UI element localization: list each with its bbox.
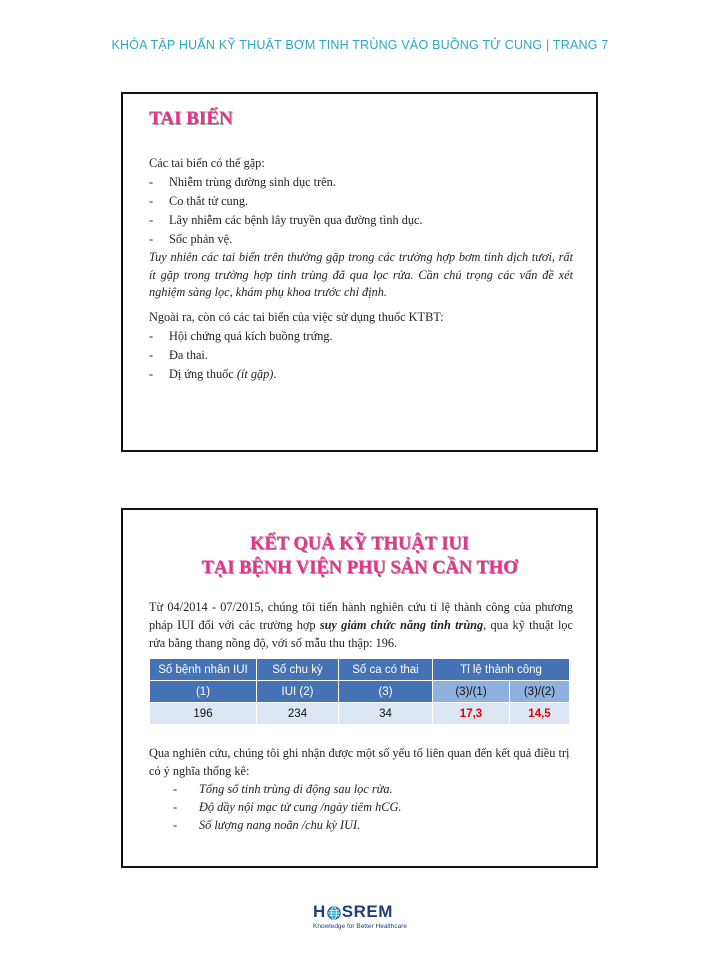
slide-complications: [121, 92, 598, 452]
findings-intro: Qua nghiên cứu, chúng tôi ghi nhận được một số yếu tố liên quan đến kết quả điều trị có ý nghĩa thống kê:: [149, 746, 570, 778]
hosrem-logo: [313, 902, 409, 936]
study-intro: [149, 598, 573, 652]
table-subheader-rate-per-cycle: (3)/(2): [510, 681, 570, 703]
slide-title-line1: KẾT QUẢ KỸ THUẬT IUI: [250, 534, 469, 554]
study-intro-part2: , qua kỹ thuật lọc rửa bằng thang nồng độ, với số mẫu thu thập: 196.: [149, 618, 573, 650]
logo-wordmark: [313, 902, 409, 922]
table-header-patients-code: (1): [150, 681, 257, 703]
drug-complications-list: [149, 327, 573, 384]
table-row: [150, 703, 570, 725]
list-item-text: Dị ứng thuốc: [169, 366, 237, 381]
globe-icon: [327, 905, 341, 919]
table-cell-rate: 17,3: [433, 703, 510, 725]
list-item: - Nhiễm trùng đường sinh dục trên.: [149, 173, 573, 192]
table-header-pregnancies: Số ca có thai: [339, 659, 433, 681]
results-table: [149, 658, 570, 725]
list-item: - Số lượng nang noãn /chu kỳ IUI.: [149, 816, 573, 834]
slide-body: [149, 154, 573, 384]
table-header-success-rate: Tỉ lệ thành công: [433, 659, 570, 681]
findings: [149, 744, 573, 834]
list-item: - Co thắt tử cung.: [149, 192, 573, 211]
table-header-patients: Số bệnh nhân IUI: [150, 659, 257, 681]
table-subheader-rate-per-patient: (3)/(1): [433, 681, 510, 703]
table-header-cycles-code: IUI (2): [257, 681, 339, 703]
table-cell: 34: [339, 703, 433, 725]
complications-intro: Các tai biến có thể gặp:: [149, 156, 265, 170]
study-intro-part1: Từ 04/2014 - 07/2015, chúng tôi tiến hành nghiên cứu tỉ lệ thành công của phương pháp IUI đối với các trường hợp: [149, 600, 573, 632]
table-header-pregnancies-code: (3): [339, 681, 433, 703]
complications-note: Tuy nhiên các tai biến trên thường gặp trong các trường hợp bơm tinh dịch tươi, rất ít gặp trong trường hợp tinh trùng đã qua lọc rửa. Cần chú trọng các vấn đề xét nghiệm sàng lọc, khám phụ khoa trước chỉ định.: [149, 250, 573, 299]
logo-text-left: H: [313, 902, 326, 921]
table-cell: 196: [150, 703, 257, 725]
slide-title-line2: TẠI BỆNH VIỆN PHỤ SẢN CẦN THƠ: [201, 558, 518, 578]
list-item: - Hội chứng quá kích buồng trứng.: [149, 327, 573, 346]
table-cell: 234: [257, 703, 339, 725]
list-item: - Đa thai.: [149, 346, 573, 365]
slide-title: [123, 532, 596, 580]
complications-list: [149, 173, 573, 249]
study-intro-emphasis: suy giảm chức năng tinh trùng: [319, 618, 484, 632]
logo-text-right: SREM: [341, 902, 393, 921]
list-item: - Độ dầy nội mạc tử cung /ngày tiêm hCG.: [149, 798, 573, 816]
list-item: - Tổng số tinh trùng di động sau lọc rửa.: [149, 780, 573, 798]
page-header: KHÓA TẬP HUẤN KỸ THUẬT BƠM TINH TRÙNG VÀO BUỒNG TỬ CUNG | TRANG 7: [111, 38, 609, 52]
logo-tagline: Knowledge for Better Healthcare: [313, 923, 407, 930]
list-item: [149, 365, 573, 384]
table-cell-rate: 14,5: [510, 703, 570, 725]
slide-iui-results: [121, 508, 598, 868]
list-item-note: (ít gặp): [236, 366, 274, 381]
table-header-cycles: Số chu kỳ: [257, 659, 339, 681]
drug-complications-intro: Ngoài ra, còn có các tai biến của việc sử dụng thuốc KTBT:: [149, 309, 444, 324]
slide-title: TAI BIẾN: [149, 108, 233, 129]
findings-list: [149, 780, 573, 834]
list-item: - Lây nhiễm các bệnh lây truyền qua đường tình dục.: [149, 211, 573, 230]
list-item-end: .: [273, 366, 277, 381]
list-item: - Sốc phản vệ.: [149, 230, 573, 249]
